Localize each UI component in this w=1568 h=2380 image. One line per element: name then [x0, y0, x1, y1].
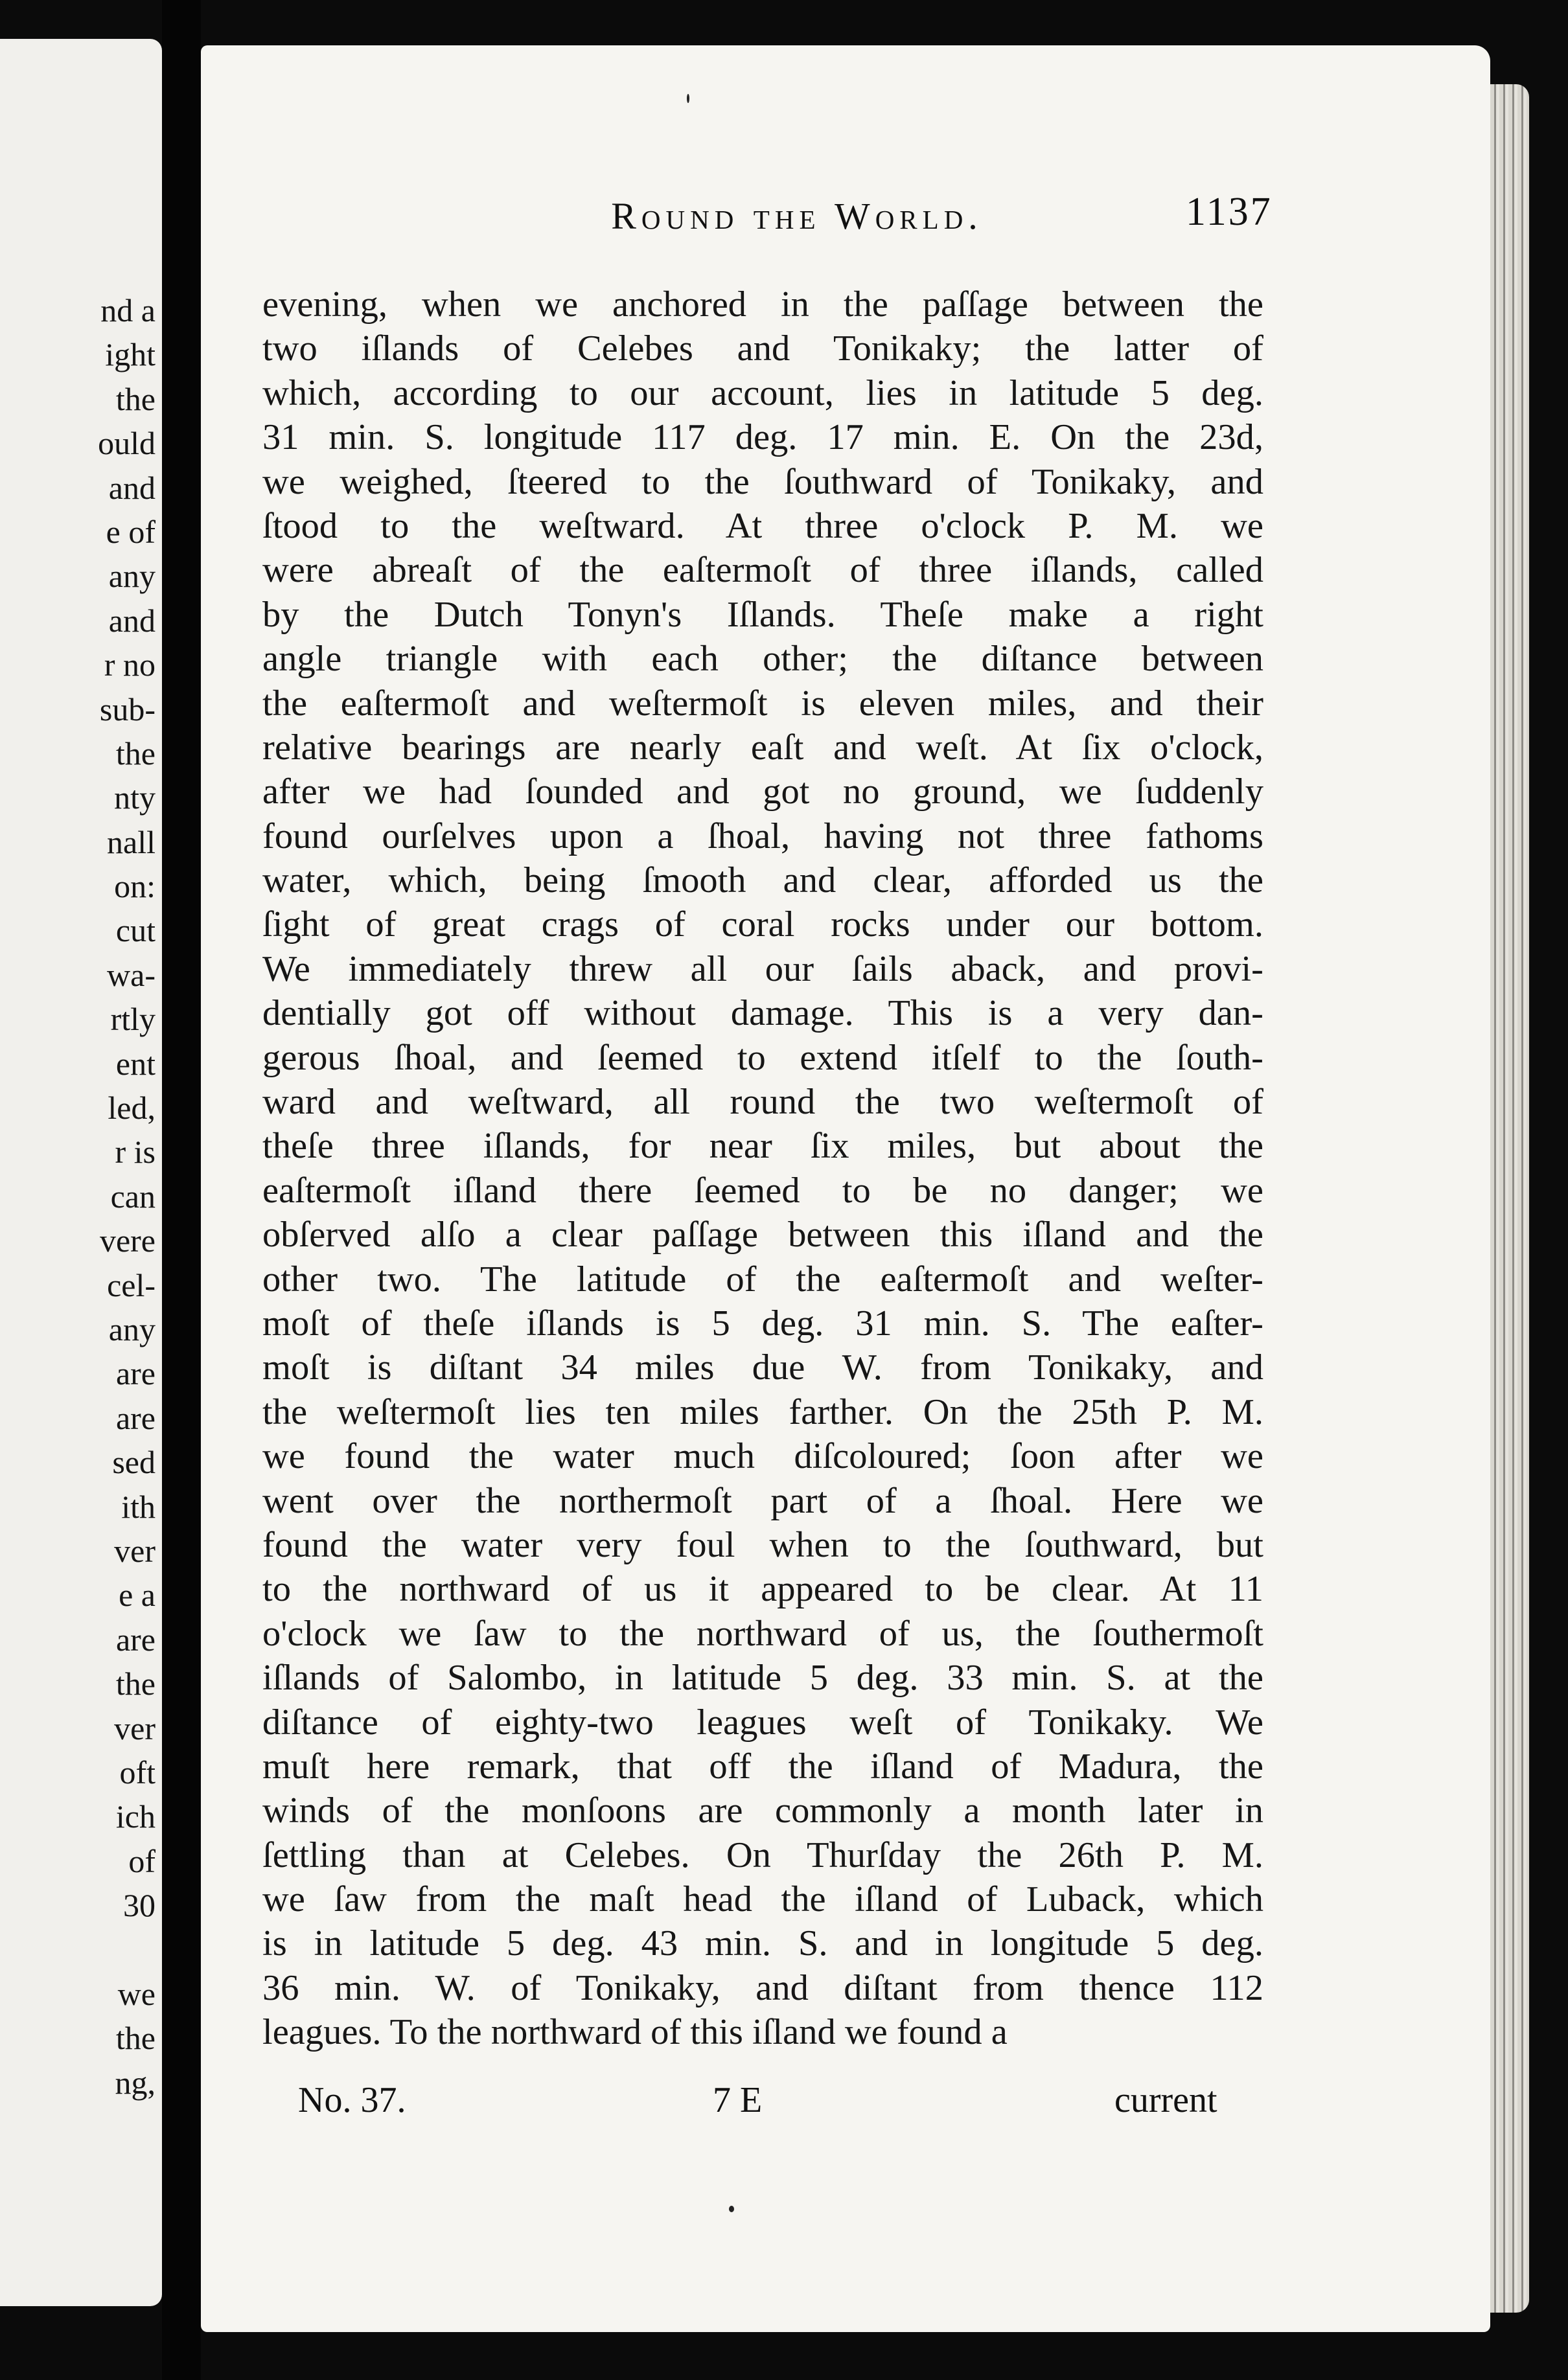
left-line-fragment: vere: [99, 1222, 156, 1259]
left-line-fragment: ith: [121, 1488, 156, 1525]
text-line: gerous ſhoal, and ſeemed to extend itſelf to the ſouth-: [262, 1037, 1263, 1078]
left-line-fragment: rtly: [110, 1001, 156, 1038]
left-line-fragment: and: [108, 469, 156, 506]
left-line-fragment: r is: [115, 1134, 156, 1171]
gathering-mark: 7 E: [713, 2080, 763, 2120]
left-line-fragment: we: [117, 1975, 156, 2012]
left-line-fragment: ver: [114, 1710, 156, 1746]
text-line: dentially got off without damage. This is a very dan-: [262, 993, 1263, 1034]
left-line-fragment: [98, 1927, 156, 1971]
left-line-fragment: sub-: [99, 691, 156, 727]
signature-mark: No. 37.: [298, 2080, 406, 2120]
text-line: leagues. To the northward of this iſland we found a: [262, 2012, 1008, 2053]
text-line: angle triangle with each other; the diſtance between: [262, 639, 1263, 680]
left-line-fragment: the: [115, 1665, 156, 1702]
left-line-fragment: can: [110, 1178, 156, 1215]
left-line-fragment: of: [128, 1842, 156, 1879]
left-line-fragment: ng,: [115, 2064, 156, 2101]
left-line-fragment: wa-: [107, 956, 156, 993]
left-line-fragment: are: [115, 1399, 156, 1436]
left-line-fragment: e a: [119, 1577, 156, 1614]
ink-speck: [729, 2206, 734, 2212]
running-head: Round the World.: [611, 195, 983, 237]
left-line-fragment: on:: [114, 868, 156, 905]
left-line-fragment: e of: [106, 513, 156, 550]
left-line-fragment: ich: [115, 1798, 156, 1835]
page-edges: [1490, 84, 1529, 2313]
text-line: the weſtermoſt lies ten miles farther. On the 25th P. M.: [262, 1391, 1263, 1432]
text-line: after we had ſounded and got no ground, we ſuddenly: [262, 772, 1263, 812]
left-line-fragment: ent: [115, 1045, 156, 1082]
text-line: ſight of great crags of coral rocks under our bottom.: [262, 904, 1263, 945]
text-line: ward and weſtward, all round the two weſtermoſt of: [262, 1082, 1263, 1123]
text-line: eaſtermoſt iſland there ſeemed to be no danger; we: [262, 1170, 1263, 1211]
left-line-fragment: and: [108, 602, 156, 639]
text-line: ſtood to the weſtward. At three o'clock P. M. we: [262, 505, 1263, 546]
catchword: current: [1114, 2080, 1217, 2120]
text-line: went over the northermoſt part of a ſhoal. Here we: [262, 1480, 1263, 1521]
left-line-fragment: led,: [108, 1090, 156, 1127]
body-text: [262, 282, 1263, 2055]
page-number: 1137: [1186, 190, 1273, 234]
text-line: other two. The latitude of the eaſtermoſt and weſter-: [262, 1259, 1263, 1299]
left-page: [0, 39, 162, 2306]
text-line: 31 min. S. longitude 117 deg. 17 min. E. On the 23d,: [262, 417, 1263, 458]
text-line: by the Dutch Tonyn's Iſlands. Theſe make a right: [262, 594, 1263, 635]
left-line-fragment: ight: [105, 336, 156, 373]
text-line: is in latitude 5 deg. 43 min. S. and in longitude 5 deg.: [262, 1923, 1263, 1964]
text-line: diſtance of eighty-two leagues weſt of Tonikaky. We: [262, 1702, 1263, 1743]
left-line-fragment: any: [108, 1310, 156, 1347]
left-line-fragment: are: [115, 1621, 156, 1658]
left-line-fragment: sed: [112, 1444, 156, 1481]
left-line-fragment: cut: [115, 912, 156, 949]
book-gutter: [162, 0, 201, 2380]
text-line: muſt here remark, that off the iſland of Madura, the: [262, 1746, 1263, 1787]
text-line: two iſlands of Celebes and Tonikaky; the latter of: [262, 328, 1263, 369]
text-line: evening, when we anchored in the paſſage between the: [262, 284, 1263, 325]
text-line: 36 min. W. of Tonikaky, and diſtant from thence 112: [262, 1967, 1263, 2008]
left-line-fragment: any: [108, 558, 156, 595]
text-line: ſettling than at Celebes. On Thurſday the 26th P. M.: [262, 1835, 1263, 1875]
text-line: obſerved alſo a clear paſſage between this iſland and the: [262, 1215, 1263, 1255]
left-line-fragment: cel-: [107, 1266, 156, 1303]
text-line: winds of the monſoons are commonly a month later in: [262, 1791, 1263, 1831]
left-line-fragment: nd a: [100, 292, 156, 328]
text-line: iſlands of Salombo, in latitude 5 deg. 33 min. S. at the: [262, 1658, 1263, 1699]
left-line-fragment: nall: [107, 823, 156, 860]
text-line: the eaſtermoſt and weſtermoſt is eleven miles, and their: [262, 683, 1263, 724]
left-line-fragment: oft: [119, 1754, 156, 1791]
text-line: theſe three iſlands, for near ſix miles, but about the: [262, 1126, 1263, 1167]
left-line-fragment: the: [115, 2020, 156, 2057]
text-line: we weighed, ſteered to the ſouthward of Tonikaky, and: [262, 461, 1263, 502]
text-line: moſt of theſe iſlands is 5 deg. 31 min. S. The eaſter-: [262, 1303, 1263, 1344]
text-line: relative bearings are nearly eaſt and weſt. At ſix o'clock,: [262, 727, 1263, 768]
text-line: We immediately threw all our ſails aback, and provi-: [262, 948, 1263, 989]
left-line-fragment: r no: [104, 646, 156, 683]
text-line: which, according to our account, lies in latitude 5 deg.: [262, 372, 1263, 413]
left-line-fragment: ver: [114, 1532, 156, 1569]
left-line-fragment: the: [115, 380, 156, 417]
text-line: were abreaſt of the eaſtermoſt of three iſlands, called: [262, 550, 1263, 591]
left-line-fragment: are: [115, 1355, 156, 1392]
ink-speck: [687, 94, 689, 103]
text-line: we ſaw from the maſt head the iſland of Luback, which: [262, 1879, 1263, 1920]
left-line-fragment: nty: [114, 779, 156, 816]
text-line: o'clock we ſaw to the northward of us, the ſouthermoſt: [262, 1613, 1263, 1654]
text-line: found the water very foul when to the ſouthward, but: [262, 1524, 1263, 1565]
left-line-fragment: the: [115, 735, 156, 772]
left-line-fragment: ould: [98, 425, 156, 462]
text-line: water, which, being ſmooth and clear, afforded us the: [262, 860, 1263, 901]
text-line: moſt is diſtant 34 miles due W. from Tonikaky, and: [262, 1347, 1263, 1388]
text-line: to the northward of us it appeared to be clear. At 11: [262, 1569, 1263, 1610]
left-line-fragment: 30: [123, 1887, 156, 1924]
left-page-text: [98, 288, 156, 2105]
text-line: we found the water much diſcoloured; ſoon after we: [262, 1436, 1263, 1477]
text-line: found ourſelves upon a ſhoal, having not three fathoms: [262, 816, 1263, 856]
